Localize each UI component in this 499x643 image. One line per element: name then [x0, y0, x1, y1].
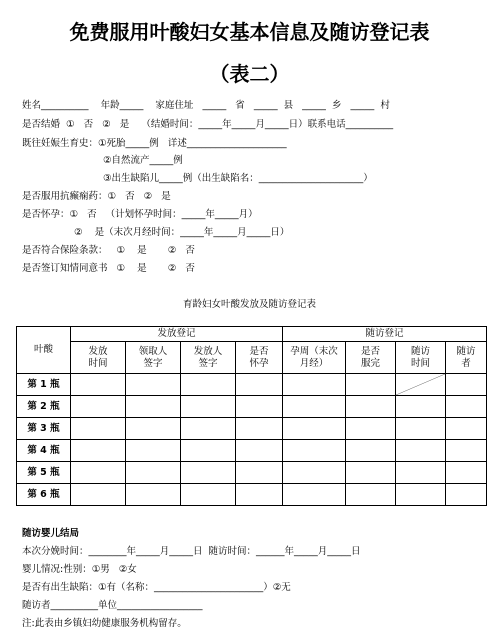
info-antiepileptic: 是否服用抗癫痫药：① 否 ② 是 [22, 191, 171, 202]
row-label: 第 2 瓶 [17, 396, 71, 418]
table-cell[interactable] [126, 418, 181, 440]
group-issue-header: 发放登记 [71, 327, 283, 342]
table-cell[interactable] [181, 484, 236, 506]
info-pregnancy-history: 既往妊娠生育史：①死胎_____例 详述_____________________ [22, 138, 287, 149]
table-cell[interactable] [71, 462, 126, 484]
outcome-visitor: 随访者__________单位__________________ [22, 600, 203, 611]
page-subtitle: （表二） [209, 62, 290, 86]
row-label: 第 4 瓶 [17, 440, 71, 462]
table-row [17, 462, 487, 484]
table-cell[interactable] [126, 396, 181, 418]
col-header-issuer-sign: 发放人 签字 [181, 342, 236, 374]
table-cell[interactable] [446, 462, 487, 484]
table-cell[interactable] [283, 374, 346, 396]
table-cell[interactable] [283, 440, 346, 462]
table-cell[interactable] [126, 374, 181, 396]
table-cell[interactable] [396, 396, 446, 418]
table-cell[interactable] [396, 484, 446, 506]
info-miscarriage: ②自然流产_____例 [103, 155, 183, 166]
table-cell[interactable] [396, 440, 446, 462]
table-cell[interactable] [346, 418, 396, 440]
col-header-gestation-week: 孕周（末次 月经） [283, 342, 346, 374]
table-cell[interactable] [283, 462, 346, 484]
table-cell[interactable] [446, 418, 487, 440]
table-cell[interactable] [126, 440, 181, 462]
table-cell[interactable] [71, 484, 126, 506]
page-title: 免费服用叶酸妇女基本信息及随访登记表 [69, 20, 430, 44]
table-cell[interactable] [446, 484, 487, 506]
col-header-issue-time: 发放 时间 [71, 342, 126, 374]
table-cell[interactable] [71, 418, 126, 440]
table-cell[interactable] [396, 462, 446, 484]
col-header-is-pregnant: 是否 怀孕 [236, 342, 283, 374]
table-cell[interactable] [283, 418, 346, 440]
table-row [17, 484, 487, 506]
table-title: 育龄妇女叶酸发放及随访登记表 [182, 299, 316, 310]
table-cell[interactable] [181, 418, 236, 440]
table-cell[interactable] [446, 396, 487, 418]
table-cell[interactable] [346, 396, 396, 418]
table-cell[interactable] [446, 440, 487, 462]
diagonal-line [396, 374, 445, 395]
table-cell[interactable] [236, 462, 283, 484]
info-pregnant-yes: ② 是（末次月经时间：_____年_____月_____日） [74, 227, 290, 238]
table-row [17, 440, 487, 462]
row-label: 第 1 瓶 [17, 374, 71, 396]
table-cell[interactable] [236, 418, 283, 440]
col-header-followup-person: 随访 者 [446, 342, 487, 374]
table-cell[interactable] [346, 484, 396, 506]
table-corner: 叶酸 [17, 327, 71, 374]
table-cell[interactable] [396, 374, 446, 396]
table-cell[interactable] [181, 374, 236, 396]
table-cell[interactable] [71, 396, 126, 418]
registration-table [16, 326, 487, 506]
table-cell[interactable] [346, 440, 396, 462]
outcome-note: 注:此表由乡镇妇幼健康服务机构留存。 [22, 618, 187, 629]
outcome-infant: 婴儿情况:性别：①男 ②女 [22, 564, 137, 575]
group-followup-header: 随访登记 [283, 327, 487, 342]
table-cell[interactable] [236, 484, 283, 506]
table-cell[interactable] [181, 396, 236, 418]
info-consent: 是否签订知情同意书 ① 是 ② 否 [22, 263, 195, 274]
table-cell[interactable] [283, 396, 346, 418]
row-label: 第 6 瓶 [17, 484, 71, 506]
table-row [17, 418, 487, 440]
table-cell[interactable] [71, 374, 126, 396]
table-cell[interactable] [396, 418, 446, 440]
table-cell[interactable] [283, 484, 346, 506]
table-row [17, 396, 487, 418]
outcome-defect: 是否有出生缺陷：①有（名称：_______________________）②无 [22, 582, 291, 593]
col-header-followup-time: 随访 时间 [396, 342, 446, 374]
info-name-address: 姓名__________ 年龄_____ 家庭住址 _____ 省 _____ 县 _____ 乡 _____ 村 [22, 100, 390, 111]
row-label: 第 5 瓶 [17, 462, 71, 484]
row-label: 第 3 瓶 [17, 418, 71, 440]
table-cell[interactable] [346, 374, 396, 396]
table-row [17, 374, 487, 396]
table-cell[interactable] [236, 440, 283, 462]
col-header-receiver-sign: 领取人 签字 [126, 342, 181, 374]
info-marriage: 是否结婚 ① 否 ② 是 （结婚时间：_____年_____月_____日）联系电话__________ [22, 119, 394, 130]
table-cell[interactable] [71, 440, 126, 462]
table-cell[interactable] [126, 484, 181, 506]
col-header-finished: 是否 服完 [346, 342, 396, 374]
info-insurance: 是否符合保险条款： ① 是 ② 否 [22, 245, 195, 256]
table-cell[interactable] [181, 440, 236, 462]
outcome-heading: 随访婴儿结局 [22, 528, 80, 539]
info-birth-defect: ③出生缺陷儿_____例（出生缺陷名：______________________） [103, 173, 373, 184]
table-cell[interactable] [126, 462, 181, 484]
table-cell[interactable] [181, 462, 236, 484]
table-cell[interactable] [236, 374, 283, 396]
table-cell[interactable] [446, 374, 487, 396]
outcome-delivery: 本次分娩时间：________年_____月_____日 随访时间：______年_____月_____日 [22, 546, 361, 557]
info-pregnant: 是否怀孕：① 否 （计划怀孕时间：_____年_____月） [22, 209, 258, 220]
table-cell[interactable] [236, 396, 283, 418]
table-cell[interactable] [346, 462, 396, 484]
